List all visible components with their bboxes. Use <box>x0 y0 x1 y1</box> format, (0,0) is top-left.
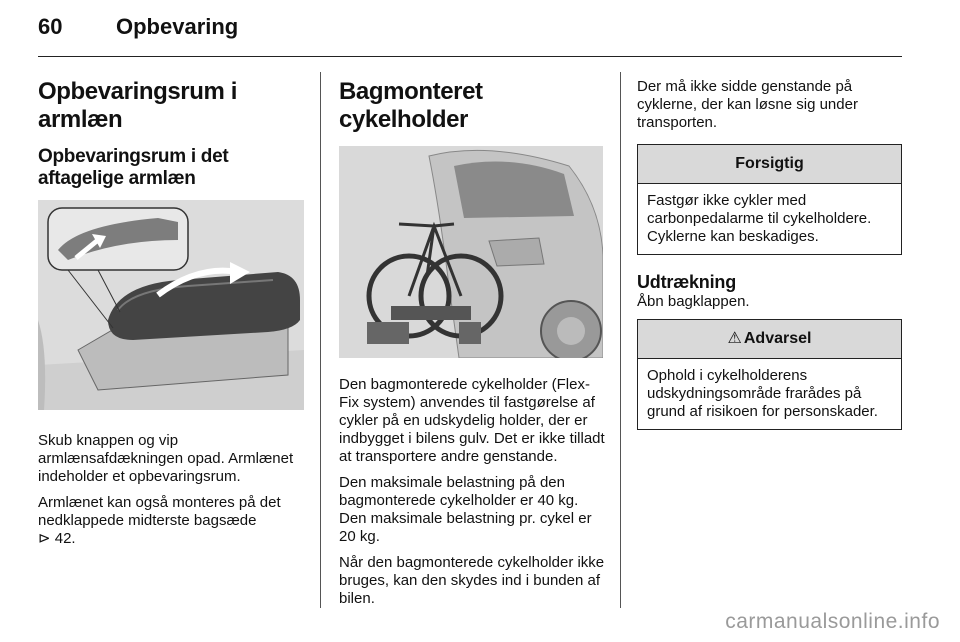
column-divider-2 <box>620 72 621 608</box>
armrest-drawing <box>38 200 304 410</box>
page-header <box>38 14 238 40</box>
armrest-paragraph-2 <box>38 494 304 548</box>
extraction-heading: Udtrækning <box>637 272 736 292</box>
bike-carrier-paragraph-1: Den bagmonterede cykelholder (Flex-Fix system) anvendes til fastgørelse af cykler på en udskydelig holder, der er indbygget i bilens gulv. Det er ikke tilladt at transportere andre genstande. <box>339 376 605 465</box>
extraction-text: Åbn bagklappen. <box>637 293 750 310</box>
column-divider-1 <box>320 72 321 608</box>
warning-box <box>637 319 902 430</box>
caution-title: Forsigtig <box>638 145 901 184</box>
armrest-paragraph-1: Skub knappen og vip armlænsafdækningen opad. Armlænet indeholder et opbevaringsrum. <box>38 432 294 485</box>
armrest-paragraph-2-text: Armlænet kan også monteres på det nedklappede midterste bagsæde <box>38 494 281 529</box>
armrest-subheading: Opbevaringsrum i det aftagelige armlæn <box>38 146 229 189</box>
warning-text: Ophold i cykelholderens udskydningsområde frarådes på grund af risikoen for personskader. <box>647 367 878 420</box>
bike-carrier-paragraph-3: Når den bagmonterede cykelholder ikke bruges, kan den skydes ind i bunden af bilen. <box>339 554 605 607</box>
column-notes <box>637 78 902 430</box>
warning-title: Advarsel <box>743 330 812 347</box>
armrest-illustration <box>38 200 304 410</box>
notes-intro: Der må ikke sidde genstande på cyklerne, der kan løsne sig under transporten. <box>637 78 858 131</box>
watermark: carmanualsonline.info <box>725 610 940 633</box>
caution-box <box>637 144 902 255</box>
column-armrest <box>38 72 304 556</box>
bike-carrier-illustration <box>339 146 603 358</box>
warning-triangle-icon: ⚠ <box>727 330 742 347</box>
page-reference: 42. <box>54 530 76 547</box>
bike-carrier-paragraph-2: Den maksimale belastning på den bagmonterede cykelholder er 40 kg. Den maksimale belastning pr. cykel er 20 kg. <box>339 474 592 545</box>
caution-text: Fastgør ikke cykler med carbonpedalarme til cykelholdere. Cyklerne kan beskadiges. <box>647 192 872 245</box>
column-bike-carrier <box>339 72 605 616</box>
warning-header <box>638 320 901 359</box>
bike-carrier-drawing <box>339 146 603 358</box>
arrow-right-icon: ⊳ <box>38 530 51 547</box>
section-title: Opbevaring <box>116 14 239 39</box>
header-rule <box>38 56 902 57</box>
bike-carrier-heading: Bagmonteret cykelholder <box>339 78 483 133</box>
armrest-heading: Opbevaringsrum i armlæn <box>38 78 237 133</box>
page-number: 60 <box>38 14 63 39</box>
